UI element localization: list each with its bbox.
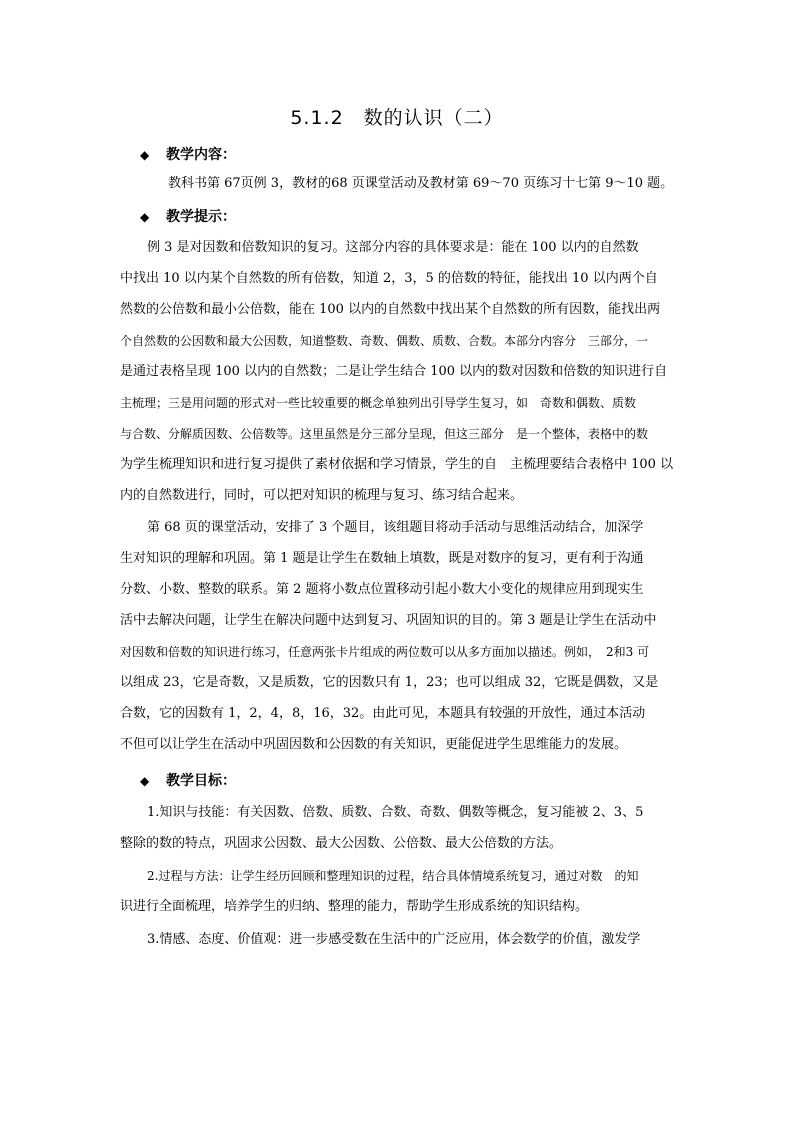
- heading-text: 教学目标：: [166, 773, 236, 789]
- diamond-bullet-icon: ◆: [140, 210, 150, 224]
- hints-line: 主梳理；三是用问题的形式对一些比较重要的概念单独列出引导学生复习，如 奇数和偶数、质数: [120, 396, 637, 410]
- hints-line: 合数，它的因数有 1，2，4，8，16，32。由此可见，本题具有较强的开放性，通过本活动: [120, 706, 646, 721]
- hints-line: 分数、小数、整数的联系。第 2 题将小数点位置移动引起小数大小变化的规律应用到现实生: [120, 582, 644, 597]
- hints-line: 个自然数的公因数和最大公因数，知道整数、奇数、偶数、质数、合数。本部分内容分 三部分，一: [120, 334, 649, 348]
- goals-line: 2.过程与方法：让学生经历回顾和整理知识的过程，结合具体情境系统复习，通过对数 的知: [147, 869, 639, 883]
- hints-line: 是通过表格呈现 100 以内的自然数；二是让学生结合 100 以内的数对因数和倍数的知识进行自: [120, 364, 668, 379]
- hints-line: 以组成 23，它是奇数，又是质数，它的因数只有 1，23；也可以组成 32，它既是偶数，又是: [120, 675, 659, 690]
- goals-line: 1.知识与技能：有关因数、倍数、质数、合数、奇数、偶数等概念，复习能被 2、3、5: [147, 805, 644, 820]
- hints-line: 生对知识的理解和巩固。第 1 题是让学生在数轴上填数，既是对数序的复习，更有利于沟通: [120, 551, 644, 566]
- content-line: 教科书第 67页例 3，教材的68 页课堂活动及教材第 69～70 页练习十七第 9～10 题。: [168, 176, 674, 191]
- hints-line: 内的自然数进行，同时，可以把对知识的梳理与复习、练习结合起来。: [120, 488, 524, 503]
- section-heading-goals: [140, 771, 236, 791]
- hints-line: 对因数和倍数的知识进行练习，任意两张卡片组成的两位数可以从多方面加以描述。例如， 2和3 可: [120, 645, 650, 659]
- hints-line: 与合数、分解质因数、公倍数等。这里虽然是分三部分呈现，但这三部分 是一个整体，表格中的数: [120, 427, 649, 441]
- hints-line: 不但可以让学生在活动中巩固因数和公因数的有关知识，更能促进学生思维能力的发展。: [120, 737, 628, 752]
- heading-text: 教学内容：: [166, 147, 236, 163]
- hints-line: 例 3 是对因数和倍数知识的复习。这部分内容的具体要求是：能在 100 以内的自然数: [147, 240, 639, 255]
- goals-line: 识进行全面梳理，培养学生的归纳、整理的能力，帮助学生形成系统的知识结构。: [120, 899, 589, 914]
- goals-line: 整除的数的特点，巩固求公因数、最大公因数、公倍数、最大公倍数的方法。: [120, 836, 563, 851]
- hints-line: 然数的公倍数和最小公倍数，能在 100 以内的自然数中找出某个自然数的所有因数，能找出两: [120, 302, 661, 317]
- hints-line: 第 68 页的课堂活动，安排了 3 个题目，该组题目将动手活动与思维活动结合，加深学: [147, 520, 644, 535]
- section-heading-hints: [140, 207, 236, 227]
- heading-text: 教学提示：: [166, 209, 236, 225]
- goals-line: 3.情感、态度、价值观：进一步感受数在生活中的广泛应用，体会数学的价值，激发学: [147, 932, 641, 947]
- section-heading-content: [140, 145, 236, 165]
- hints-line: 活中去解决问题，让学生在解决问题中达到复习、巩固知识的目的。第 3 题是让学生在活动中: [120, 613, 657, 628]
- hints-line: 为学生梳理知识和进行复习提供了素材依据和学习情景，学生的自 主梳理要结合表格中 100 以: [120, 457, 674, 472]
- diamond-bullet-icon: ◆: [140, 774, 150, 788]
- page-title: 5.1.2 数的认识（二）: [290, 107, 504, 129]
- hints-line: 中找出 10 以内某个自然数的所有倍数，知道 2，3，5 的倍数的特征，能找出 10 以内两个自: [120, 271, 658, 286]
- diamond-bullet-icon: ◆: [140, 148, 150, 162]
